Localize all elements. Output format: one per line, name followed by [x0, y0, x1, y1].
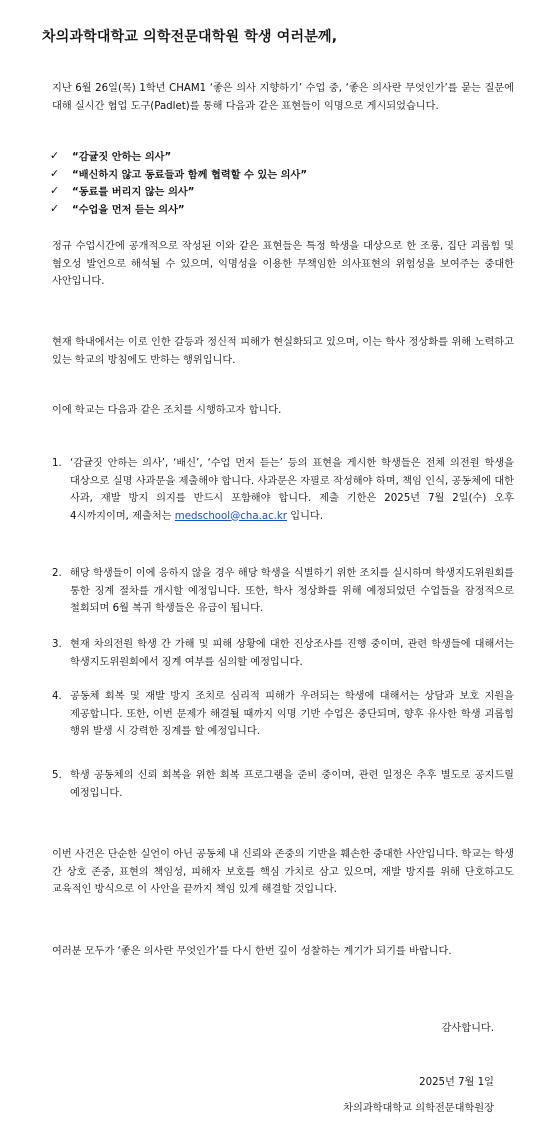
measure-text: 학생 공동체의 신뢰 회복을 위한 회복 프로그램을 준비 중이며, 관련 일정은 추후 별도로 공지드릴 예정입니다. — [70, 770, 514, 799]
check-icon: ✓ — [50, 184, 60, 198]
measure-number: 2. — [52, 568, 62, 579]
check-item — [50, 165, 520, 183]
paragraph-reflection: 여러분 모두가 ‘좋은 의사란 무엇인가’를 다시 한번 깊이 성찰하는 계기가 되기를 바랍니다. — [52, 946, 452, 957]
measure-item-1 — [52, 455, 514, 525]
measure-text-tail: 입니다. — [287, 510, 323, 522]
measure-number: 5. — [52, 770, 62, 781]
measure-text: 해당 학생들이 이에 응하지 않을 경우 해당 학생을 식별하기 위한 조치를 실시하며 학생지도위원회를 통한 징계 절차를 개시할 예정입니다. 또한, 학사 정상화를 위해 예정되었던 수업들을 잠정적으로 철회되며 6월 복귀 학생들은 유급이 됩니다. — [70, 568, 514, 614]
measure-item-3 — [52, 636, 514, 671]
paragraph-measures-intro: 이에 학교는 다음과 같은 조치를 시행하고자 합니다. — [52, 405, 282, 416]
check-icon: ✓ — [50, 166, 60, 180]
measure-item-4 — [52, 688, 514, 741]
measures-list-5 — [52, 767, 514, 802]
measures-list-2 — [52, 565, 514, 618]
measure-item-2 — [52, 565, 514, 618]
measure-item-5 — [52, 767, 514, 802]
paragraph-conclusion: 이번 사건은 단순한 실언이 아닌 공동체 내 신뢰와 존중의 기반을 훼손한 중대한 사안입니다. 학교는 학생 간 상호 존중, 표현의 책임성, 피해자 보호를 핵심 가치로 삼고 있으며, 재발 방지를 위해 단호하고도 교육적인 방식으로 이 사안을 끝까지 책임 있게 해결할 것입니다. — [52, 849, 514, 895]
check-icon: ✓ — [50, 149, 60, 163]
measure-number: 3. — [52, 639, 62, 650]
check-item — [50, 200, 520, 218]
measure-number: 4. — [52, 691, 62, 702]
check-item — [50, 147, 520, 165]
measure-text: 현재 차의전원 학생 간 가해 및 피해 상황에 대한 진상조사를 진행 중이며, 관련 학생들에 대해서는 학생지도위원회에서 징계 여부를 심의할 예정입니다. — [70, 639, 514, 668]
check-icon: ✓ — [50, 201, 60, 215]
check-item-text: “감귤짓 안하는 의사” — [72, 152, 172, 164]
check-item-text: “수업을 먼저 듣는 의사” — [72, 204, 185, 216]
paragraph-conflict: 현재 학내에서는 이로 인한 갈등과 정신적 피해가 현실화되고 있으며, 이는 학사 정상화를 위해 노력하고 있는 학교의 방침에도 반하는 행위입니다. — [52, 337, 514, 366]
check-item-text: “배신하지 않고 동료들과 함께 협력할 수 있는 의사” — [72, 169, 308, 181]
letter-date: 2025년 7월 1일 — [419, 1077, 494, 1088]
closing-thanks: 감사합니다. — [441, 1023, 494, 1034]
paragraph-severity: 정규 수업시간에 공개적으로 작성된 이와 같은 표현들은 특정 학생을 대상으로 한 조롱, 집단 괴롭힘 및 혐오성 발언으로 해석될 수 있으며, 익명성을 이용한 무책임한 의사표현의 위험성을 보여주는 중대한 사안입니다. — [52, 241, 514, 287]
intro-paragraph: 지난 6월 26일(목) 1학년 CHAM1 ‘좋은 의사 지향하기’ 수업 중, ‘좋은 의사란 무엇인가’를 묻는 질문에 대해 실시간 협업 도구(Padlet)를 통해 다음과 같은 표현들이 익명으로 게시되었습니다. — [52, 83, 514, 112]
measure-text: 공동체 회복 및 재발 방지 조치로 심리적 피해가 우려되는 학생에 대해서는 상담과 보호 지원을 제공합니다. 또한, 이번 문제가 해결될 때까지 익명 기반 수업은 중단되며, 향후 유사한 학생 괴롭힘 행위 발생 시 강력한 징계를 할 예정입니다. — [70, 691, 514, 737]
measures-list-3 — [52, 636, 514, 671]
measure-text: ‘감귤짓 안하는 의사’, ‘배신’, ‘수업 먼저 듣는’ 등의 표현을 게시한 학생들은 전체 의전원 학생을 대상으로 실명 사과문을 제출해야 합니다. 사과문은 자필로 작성해야 하며, 책임 인식, 공동체에 대한 사과, 재발 방지 의지를 반드시 포함해야 합니다. 제출 기한은 2025년 7월 2일(수) 오후 4시까지이며, 제출처는 — [70, 458, 514, 522]
letter-title: 차의과학대학교 의학전문대학원 학생 여러분께, — [42, 29, 338, 45]
letter-signature: 차의과학대학교 의학전문대학원장 — [343, 1103, 494, 1114]
measures-list — [52, 455, 514, 525]
check-item-text: “동료를 버리지 않는 의사” — [72, 187, 195, 199]
measures-list-4 — [52, 688, 514, 741]
email-link[interactable]: medschool@cha.ac.kr — [174, 510, 287, 522]
posted-expressions-list — [50, 147, 520, 217]
check-item — [50, 182, 520, 200]
measure-number: 1. — [52, 458, 62, 469]
